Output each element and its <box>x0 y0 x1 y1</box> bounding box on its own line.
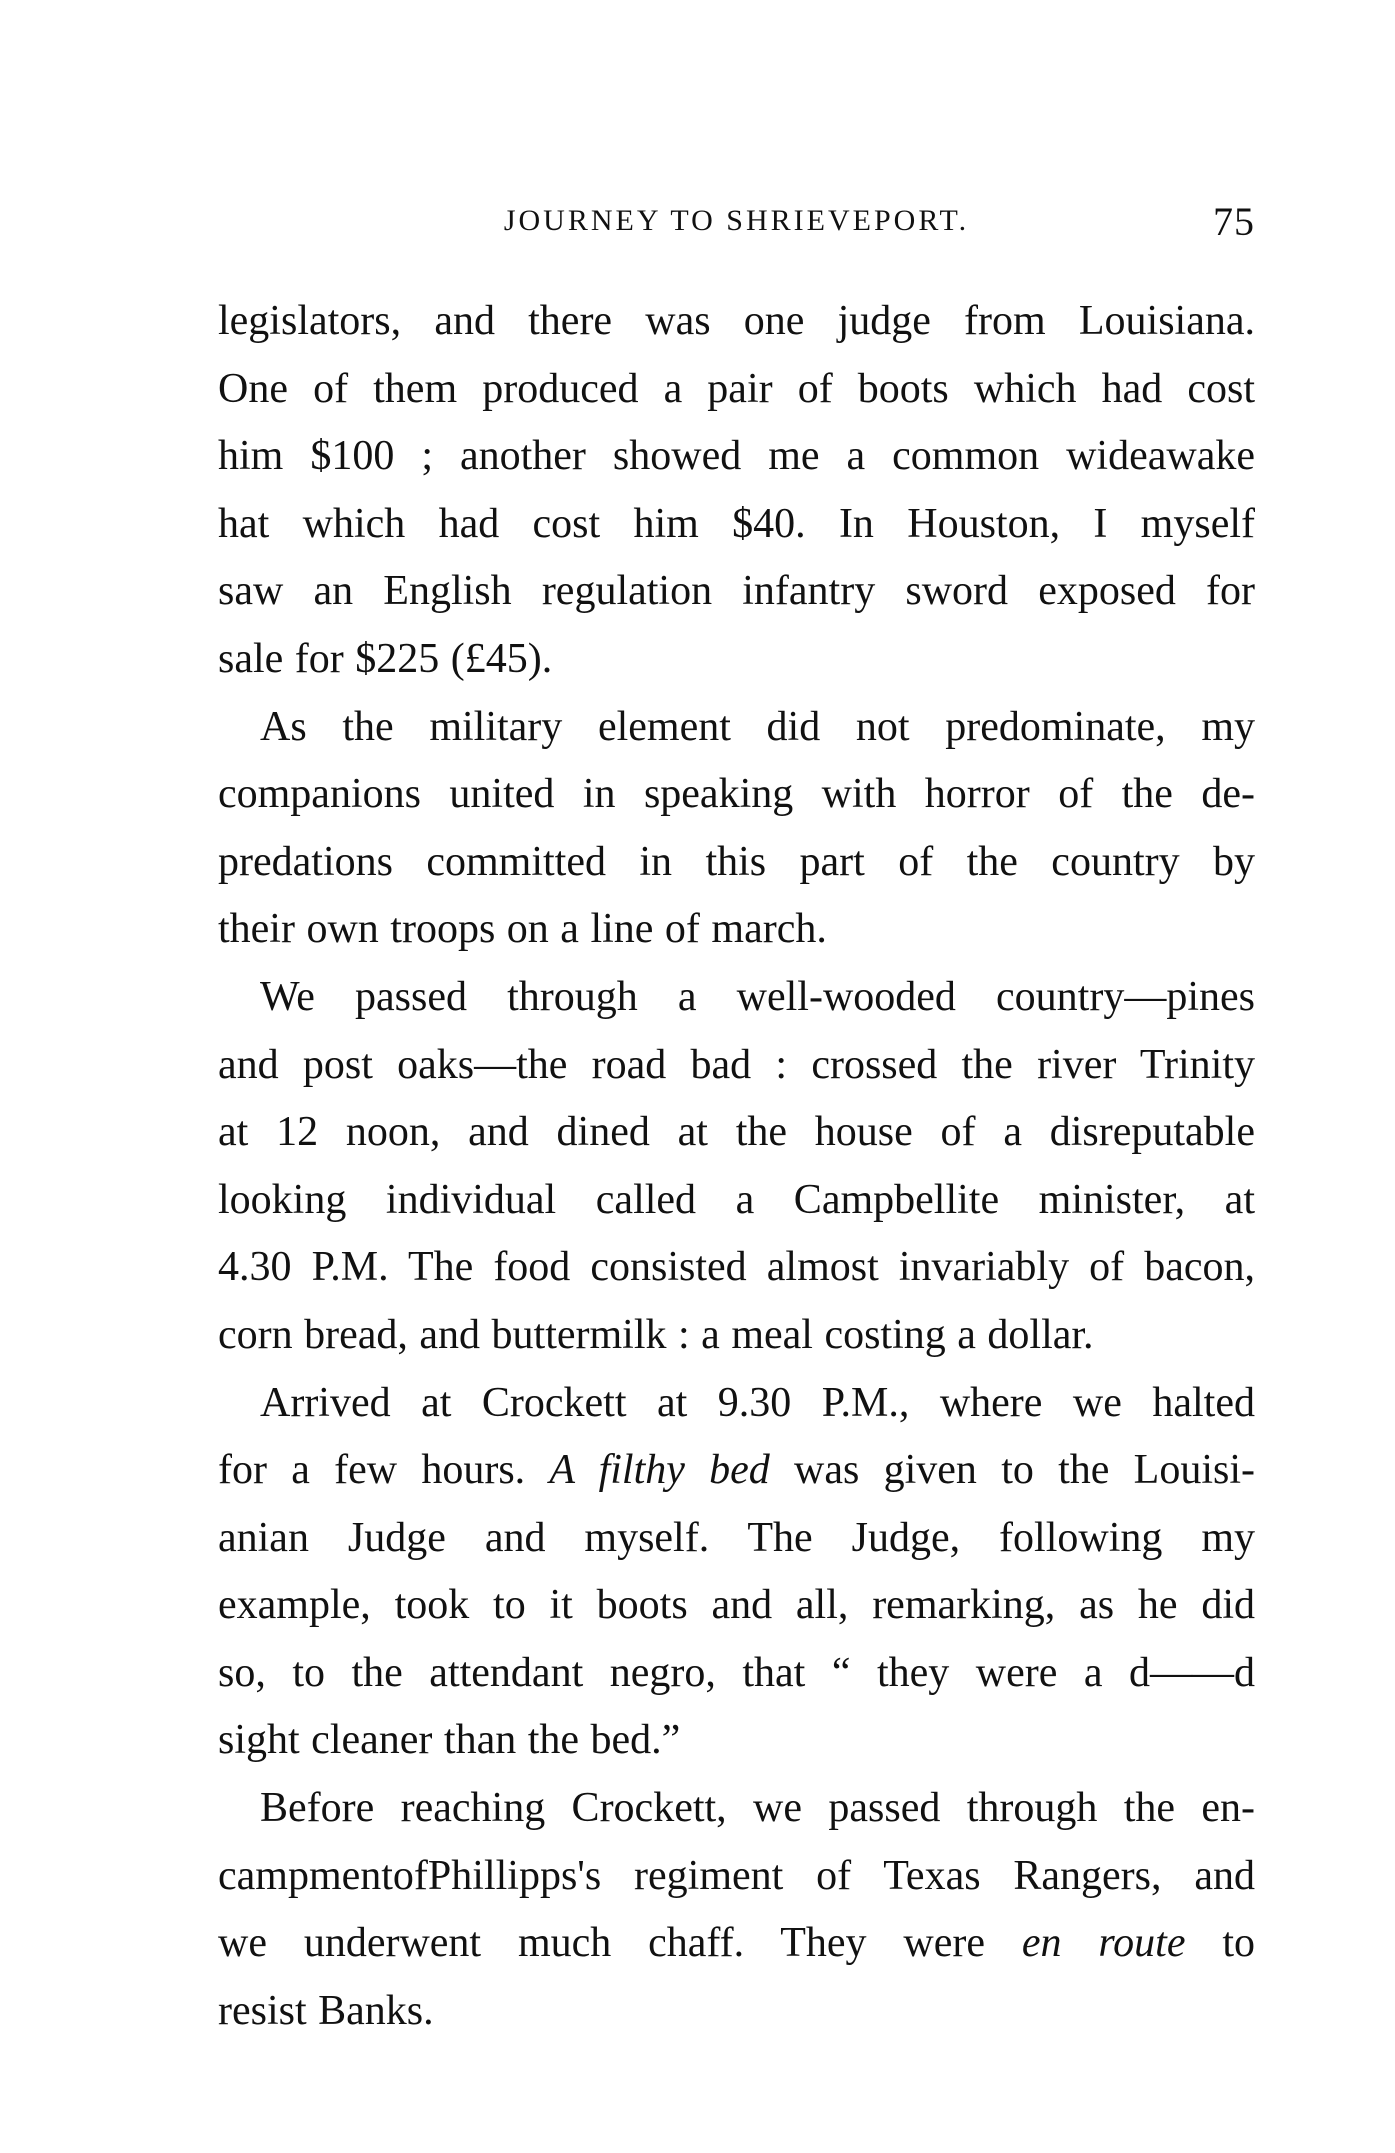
running-head <box>218 198 1255 242</box>
paragraph-5 <box>218 1775 1255 2045</box>
page-number: 75 <box>1213 199 1255 244</box>
text-line <box>218 1370 1255 1438</box>
text-fragment: to <box>1185 1920 1255 1967</box>
text-line: sale for $225 (£45). <box>218 635 553 682</box>
text-line <box>218 1910 1255 1978</box>
paragraph-4 <box>218 1370 1255 1776</box>
italic-phrase: en route <box>1021 1920 1186 1967</box>
text-line: corn bread, and buttermilk : a meal costing a dollar. <box>218 1311 1094 1358</box>
text-fragment: Arrived at Crockett at 9.30 <box>260 1379 822 1426</box>
text-line: so, to the attendant negro, that “ they were a d——d <box>218 1649 1255 1696</box>
text-line: him $100 ; another showed me a common wideawake <box>218 433 1255 480</box>
text-line: their own troops on a line of march. <box>218 906 827 953</box>
text-line: resist Banks. <box>218 1987 434 2034</box>
text-line: We passed through a well-wooded country—pines <box>260 973 1255 1020</box>
time-abbreviation: P.M. <box>821 1379 899 1426</box>
text-line: One of them produced a pair of boots which had cost <box>218 365 1255 412</box>
text-line: looking individual called a Campbellite minister, at <box>218 1176 1255 1223</box>
text-line: and post oaks—the road bad : crossed the river Trinity <box>218 1041 1255 1088</box>
text-line: campmentofPhillipps's regiment of Texas Rangers, and <box>218 1852 1255 1899</box>
body-text <box>218 288 1255 2045</box>
text-line <box>218 1437 1255 1505</box>
text-line: As the military element did not predominate, my <box>260 703 1255 750</box>
text-line: Before reaching Crockett, we passed through the en- <box>260 1785 1255 1832</box>
text-line: legislators, and there was one judge from Louisiana. <box>218 298 1255 344</box>
text-line <box>218 1234 1255 1302</box>
text-fragment: , where we halted <box>898 1379 1255 1426</box>
text-fragment: 4.30 <box>218 1244 312 1291</box>
paragraph-2 <box>218 694 1255 964</box>
text-line: predations committed in this part of the country by <box>218 838 1255 885</box>
text-line: anian Judge and myself. The Judge, following my <box>218 1514 1255 1561</box>
text-line: hat which had cost him $40. In Houston, I myself <box>218 500 1255 547</box>
time-abbreviation: P.M. <box>311 1244 389 1291</box>
paragraph-1 <box>218 288 1255 694</box>
text-line: companions united in speaking with horror of the de- <box>218 771 1255 818</box>
paragraph-3 <box>218 964 1255 1370</box>
text-line: at 12 noon, and dined at the house of a disreputable <box>218 1109 1255 1156</box>
running-title: JOURNEY TO SHRIEVEPORT. <box>503 204 970 237</box>
text-fragment: was given to the Louisi- <box>769 1447 1255 1494</box>
text-line: example, took to it boots and all, remarking, as he did <box>218 1582 1255 1629</box>
text-fragment: for a few hours. <box>218 1447 550 1494</box>
italic-phrase: A filthy bed <box>549 1447 770 1494</box>
text-line: saw an English regulation infantry sword exposed for <box>218 568 1255 615</box>
text-fragment: The food consisted almost invariably of bacon, <box>388 1244 1256 1291</box>
text-fragment: we underwent much chaff. They were <box>218 1920 1022 1967</box>
text-line: sight cleaner than the bed.” <box>218 1717 681 1764</box>
